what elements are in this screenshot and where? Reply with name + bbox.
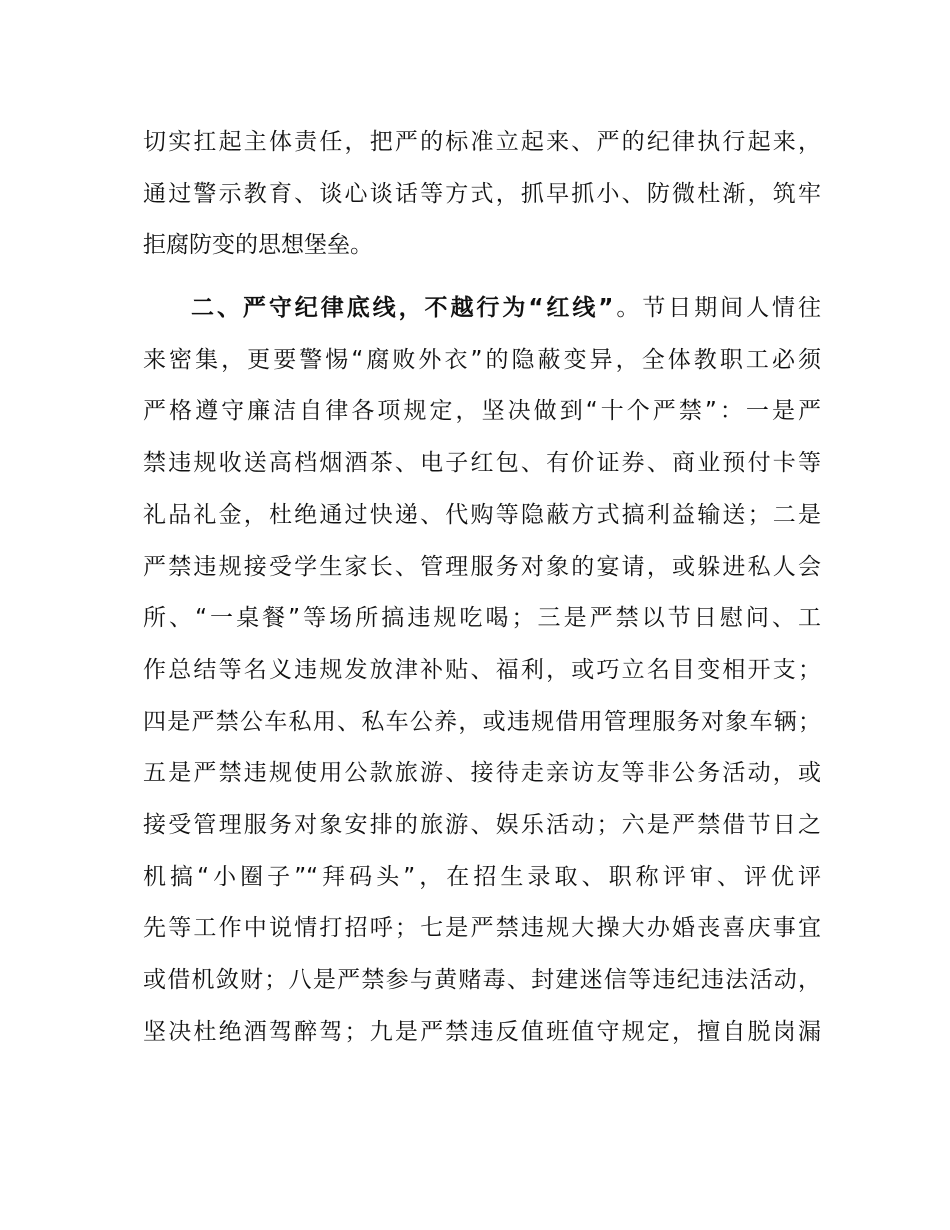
text-line: 来密集，更要警惕“腐败外衣”的隐蔽变异，全体教职工必须	[143, 346, 821, 373]
paragraph-2	[143, 283, 821, 1058]
text-line: 礼品礼金，杜绝通过快递、代购等隐蔽方式搞利益输送；二是	[143, 501, 821, 528]
text-line: 通过警示教育、谈心谈话等方式，抓早抓小、防微杜渐，筑牢	[143, 180, 821, 207]
text-line: 机搞“小圈子”“拜码头”，在招生录取、职称评审、评优评	[143, 863, 821, 890]
text-line: 坚决杜绝酒驾醉驾；九是严禁违反值班值守规定，擅自脱岗漏	[143, 1018, 821, 1045]
text-line: 五是严禁违规使用公款旅游、接待走亲访友等非公务活动，或	[143, 760, 821, 787]
text-line: 先等工作中说情打招呼；七是严禁违规大操大办婚丧喜庆事宜	[143, 915, 821, 942]
text-line: 切实扛起主体责任，把严的标准立起来、严的纪律执行起来，	[143, 129, 821, 155]
text-line: 拒腐防变的思想堡垒。	[143, 232, 373, 259]
text-line: 严禁违规接受学生家长、管理服务对象的宴请，或躲进私人会	[143, 553, 821, 580]
text-line: 或借机敛财；八是严禁参与黄赌毒、封建迷信等违纪违法活动，	[143, 967, 821, 993]
document-page	[143, 117, 821, 1058]
text-line: 禁违规收送高档烟酒茶、电子红包、有价证券、商业预付卡等	[143, 450, 821, 477]
text-line: 所、“一桌餐”等场所搞违规吃喝；三是严禁以节日慰问、工	[143, 605, 821, 632]
text-line	[143, 283, 821, 335]
heading-rest: 。节日期间人情往	[613, 295, 821, 322]
text-line: 作总结等名义违规发放津补贴、福利，或巧立名目变相开支；	[143, 656, 821, 683]
text-line: 严格遵守廉洁自律各项规定，坚决做到“十个严禁”：一是严	[143, 398, 821, 425]
text-line: 四是严禁公车私用、私车公养，或违规借用管理服务对象车辆；	[143, 708, 821, 735]
paragraph-1	[143, 117, 821, 272]
text-line: 接受管理服务对象安排的旅游、娱乐活动；六是严禁借节日之	[143, 811, 821, 838]
section-heading: 二、严守纪律底线，不越行为“红线”	[191, 295, 614, 322]
